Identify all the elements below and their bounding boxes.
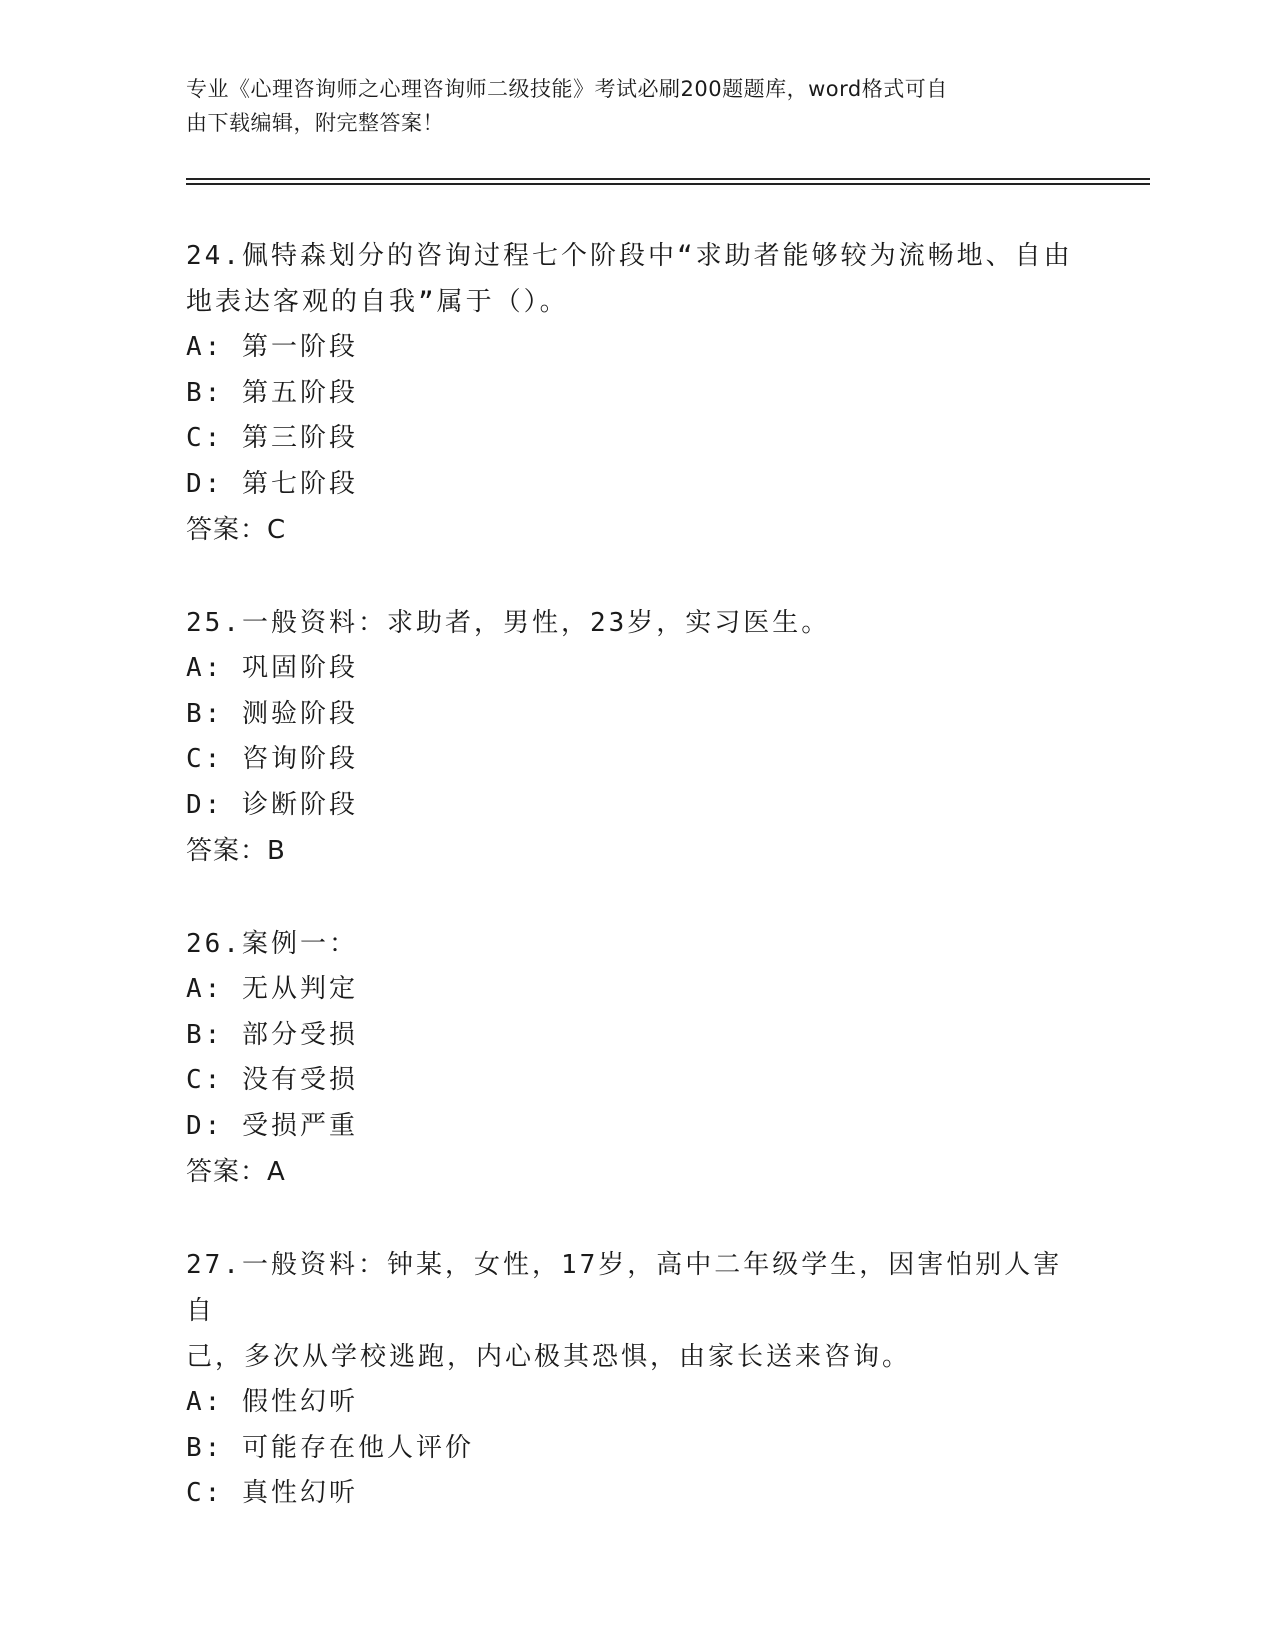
option-b: B: 测验阶段 bbox=[186, 698, 358, 729]
option-d: D: 诊断阶段 bbox=[186, 789, 358, 820]
option-a: A: 第一阶段 bbox=[186, 332, 358, 362]
option-d: D: 受损严重 bbox=[186, 1110, 358, 1141]
option-a: A: 假性幻听 bbox=[186, 1387, 358, 1417]
option-b: B: 部分受损 bbox=[186, 1019, 358, 1050]
option-c: C: 咨询阶段 bbox=[186, 744, 358, 774]
question-25 bbox=[186, 600, 1086, 874]
question-26 bbox=[186, 921, 1086, 1195]
option-a: A: 无从判定 bbox=[186, 974, 358, 1004]
header-rule-top bbox=[186, 178, 1150, 180]
answer: 答案：C bbox=[186, 515, 287, 545]
document-header bbox=[186, 72, 1086, 140]
question-stem: 25.一般资料：求助者，男性，23岁，实习医生。 bbox=[186, 608, 831, 638]
header-rule-bottom bbox=[186, 183, 1150, 185]
option-b: B: 第五阶段 bbox=[186, 377, 358, 408]
question-27 bbox=[186, 1242, 1086, 1517]
option-b: B: 可能存在他人评价 bbox=[186, 1432, 474, 1463]
question-stem-continued: 己，多次从学校逃跑，内心极其恐惧，由家长送来咨询。 bbox=[186, 1342, 912, 1372]
option-c: C: 没有受损 bbox=[186, 1065, 358, 1095]
question-stem: 26.案例一： bbox=[186, 929, 358, 959]
option-c: C: 第三阶段 bbox=[186, 423, 358, 453]
answer: 答案：A bbox=[186, 1157, 286, 1187]
question-list bbox=[186, 233, 1086, 1564]
question-stem: 24.佩特森划分的咨询过程七个阶段中“求助者能够较为流畅地、自由 bbox=[186, 241, 1073, 271]
option-a: A: 巩固阶段 bbox=[186, 653, 358, 683]
question-24 bbox=[186, 233, 1086, 553]
header-line-2: 由下载编辑，附完整答案！ bbox=[186, 111, 444, 135]
answer: 答案：B bbox=[186, 836, 286, 866]
question-stem: 27.一般资料：钟某，女性，17岁，高中二年级学生，因害怕别人害自 bbox=[186, 1250, 1063, 1326]
header-line-1: 专业《心理咨询师之心理咨询师二级技能》考试必刷200题题库，word格式可自 bbox=[186, 77, 948, 101]
option-c: C: 真性幻听 bbox=[186, 1478, 358, 1508]
question-stem-continued: 地表达客观的自我”属于（）。 bbox=[186, 287, 569, 317]
option-d: D: 第七阶段 bbox=[186, 468, 358, 499]
